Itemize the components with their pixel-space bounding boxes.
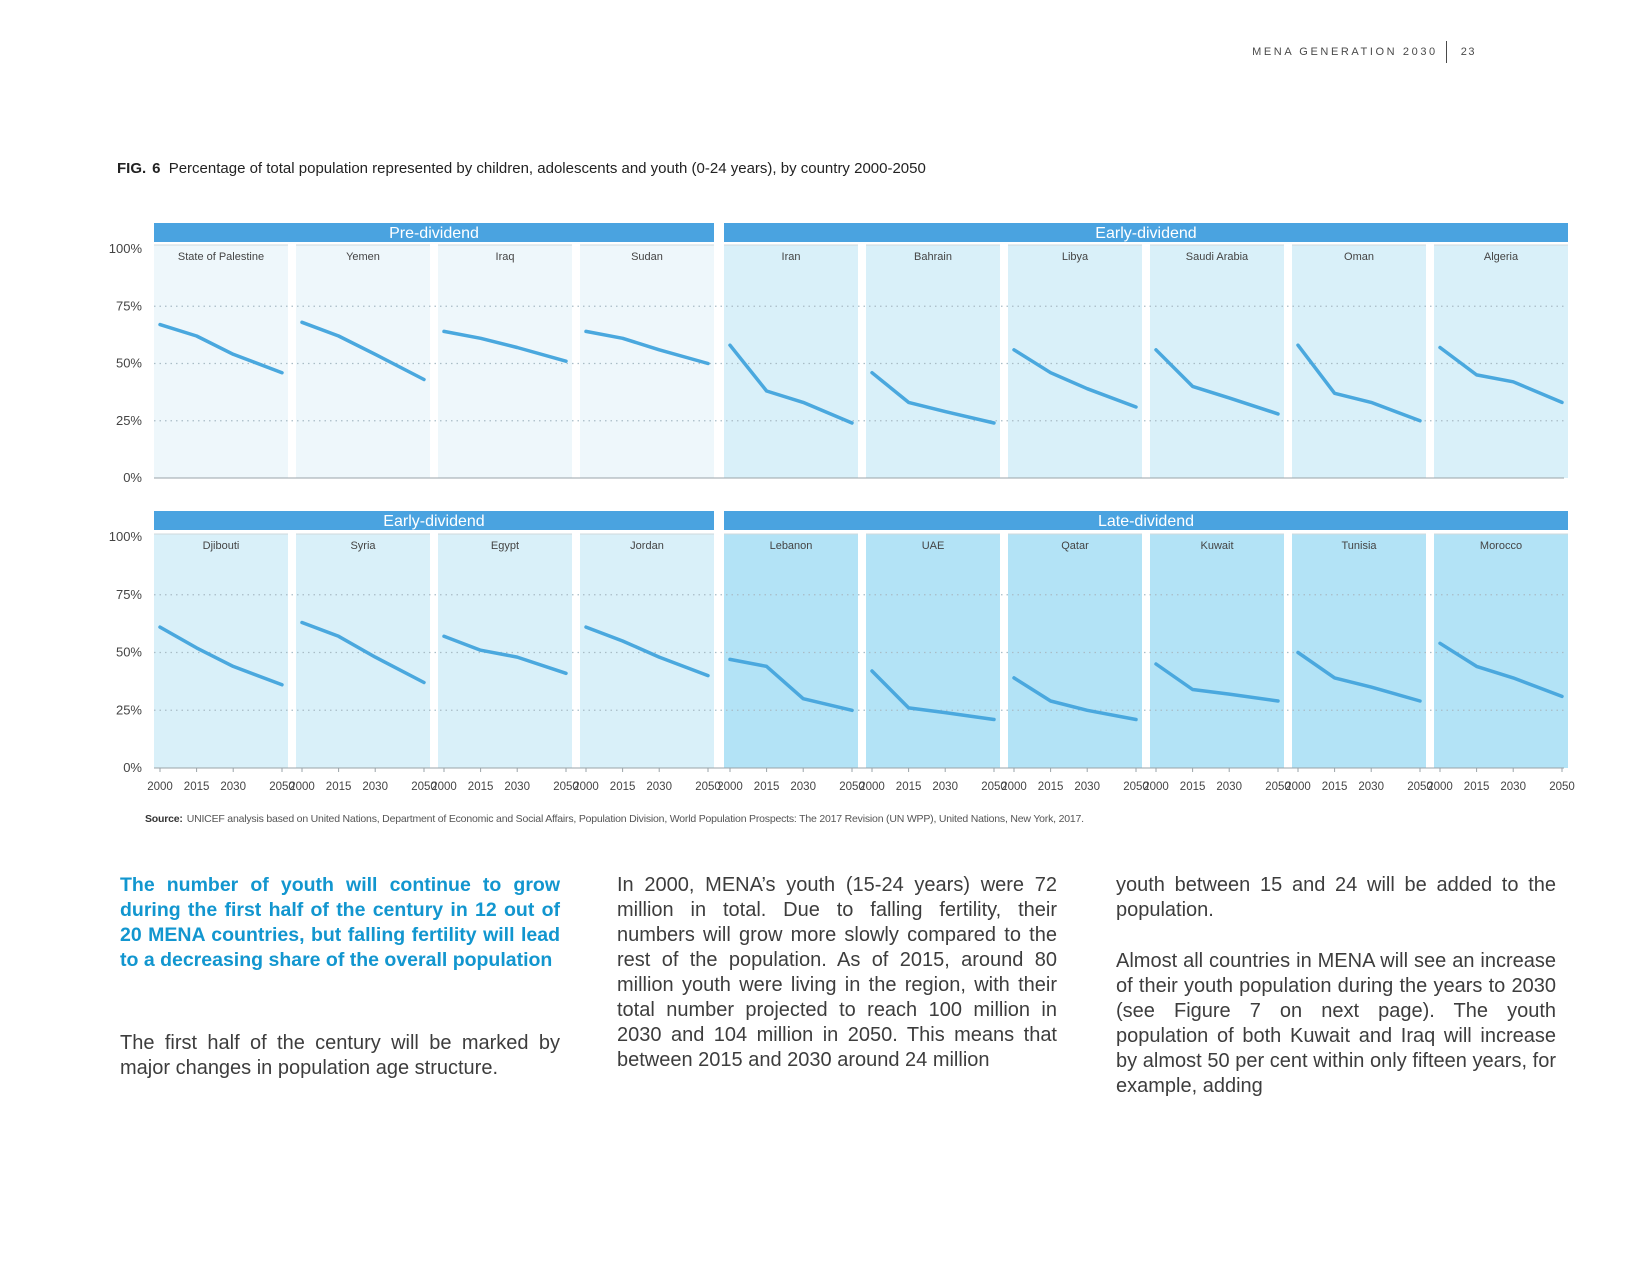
x-tick-label: 2050 bbox=[553, 781, 579, 793]
country-name: Morocco bbox=[1479, 540, 1523, 552]
dividend-group-label: Pre-dividend bbox=[389, 225, 479, 242]
x-tick-label: 2015 bbox=[609, 781, 636, 793]
country-panel bbox=[296, 245, 430, 478]
country-panel bbox=[1008, 245, 1142, 478]
body-paragraph: Almost all countries in MENA will see an increase of their youth population during the years to 2030 (see Figure 7 on next page). The youth population of both Kuwait and Iraq will increase by almost 50 per cent within only fifteen years, for example, adding bbox=[1116, 950, 1556, 1097]
source-label: Source: bbox=[145, 813, 183, 825]
figure-caption-text: Percentage of total population represented by children, adolescents and youth (0-24 years), by country 2000-2050 bbox=[168, 160, 926, 177]
body-paragraph: The first half of the century will be marked by major changes in population age structure. bbox=[120, 1032, 560, 1079]
x-tick-label: 2000 bbox=[1143, 781, 1169, 793]
y-tick-label: 100% bbox=[108, 241, 142, 256]
dividend-group-label: Early-dividend bbox=[383, 513, 485, 530]
x-tick-label: 2000 bbox=[1285, 781, 1311, 793]
country-name: Tunisia bbox=[1341, 540, 1377, 552]
x-tick-label: 2000 bbox=[289, 781, 315, 793]
y-tick-label: 25% bbox=[115, 702, 142, 718]
country-name: Algeria bbox=[1483, 251, 1519, 263]
country-name: Yemen bbox=[346, 251, 380, 263]
country-name: Saudi Arabia bbox=[1185, 251, 1249, 263]
country-panel bbox=[580, 245, 714, 478]
text-column-3 bbox=[1116, 873, 1556, 1125]
country-name: Egypt bbox=[490, 540, 520, 552]
source-text: UNICEF analysis based on United Nations, Department of Economic and Social Affairs, Population Division, World Population Prospects: The 2017 Revision (UN WPP), United Nations, New York, 2017. bbox=[186, 813, 1084, 825]
x-tick-label: 2000 bbox=[859, 781, 885, 793]
x-tick-label: 2030 bbox=[1358, 781, 1384, 793]
figure-label: FIG. bbox=[117, 160, 147, 177]
country-name: Iraq bbox=[495, 251, 515, 263]
country-name: Iran bbox=[781, 251, 801, 263]
x-tick-label: 2030 bbox=[932, 781, 958, 793]
x-tick-label: 2030 bbox=[1500, 781, 1526, 793]
country-panel bbox=[438, 534, 572, 768]
country-panel bbox=[1292, 534, 1426, 768]
x-tick-label: 2015 bbox=[1179, 781, 1206, 793]
chart-row-1 bbox=[109, 223, 1568, 485]
x-tick-label: 2000 bbox=[717, 781, 743, 793]
x-tick-label: 2015 bbox=[1321, 781, 1348, 793]
x-tick-label: 2015 bbox=[753, 781, 780, 793]
x-tick-label: 2030 bbox=[362, 781, 388, 793]
country-name: Syria bbox=[350, 540, 376, 552]
x-tick-label: 2050 bbox=[1123, 781, 1149, 793]
x-tick-label: 2000 bbox=[573, 781, 599, 793]
x-tick-label: 2015 bbox=[1463, 781, 1490, 793]
x-tick-label: 2030 bbox=[1216, 781, 1242, 793]
x-tick-label: 2050 bbox=[269, 781, 295, 793]
x-tick-label: 2030 bbox=[220, 781, 246, 793]
country-panel bbox=[1150, 534, 1284, 768]
text-column-2 bbox=[617, 873, 1057, 1099]
country-panel bbox=[154, 534, 288, 768]
running-title: MENA GENERATION 2030 bbox=[1252, 46, 1438, 58]
body-paragraph: In 2000, MENA’s youth (15-24 years) were 72 million in total. Due to falling fertility, their numbers will grow more slowly compared to the rest of the population. As of 2015, around 80 million youth were living in the region, with their total number projected to reach 100 million in 2030 and 104 million in 2050. This means that between 2015 and 2030 around 24 million bbox=[617, 874, 1057, 1071]
country-name: Kuwait bbox=[1200, 540, 1234, 552]
x-tick-label: 2015 bbox=[325, 781, 352, 793]
country-name: State of Palestine bbox=[177, 251, 265, 263]
country-name: Sudan bbox=[631, 251, 663, 263]
country-name: Oman bbox=[1344, 251, 1374, 263]
country-panel bbox=[438, 245, 572, 478]
country-name: Bahrain bbox=[914, 251, 952, 263]
y-tick-label: 75% bbox=[115, 298, 142, 314]
x-tick-label: 2015 bbox=[1037, 781, 1064, 793]
y-tick-label: 50% bbox=[115, 644, 142, 660]
page-number: 23 bbox=[1460, 46, 1476, 58]
y-tick-label: 25% bbox=[115, 412, 142, 428]
x-tick-label: 2030 bbox=[1074, 781, 1100, 793]
x-tick-label: 2030 bbox=[504, 781, 530, 793]
country-name: Qatar bbox=[1061, 540, 1089, 552]
x-tick-label: 2050 bbox=[1407, 781, 1433, 793]
dividend-group-label: Early-dividend bbox=[1095, 225, 1197, 242]
country-panel bbox=[866, 534, 1000, 768]
x-tick-label: 2050 bbox=[411, 781, 437, 793]
country-panel bbox=[1008, 534, 1142, 768]
text-column-1 bbox=[120, 873, 560, 1107]
y-tick-label: 0% bbox=[123, 470, 142, 485]
x-tick-label: 2050 bbox=[695, 781, 721, 793]
x-tick-label: 2000 bbox=[147, 781, 173, 793]
y-tick-label: 50% bbox=[115, 355, 142, 371]
country-name: Libya bbox=[1061, 251, 1089, 263]
x-tick-label: 2050 bbox=[1265, 781, 1291, 793]
x-tick-label: 2050 bbox=[981, 781, 1007, 793]
x-tick-label: 2000 bbox=[1427, 781, 1453, 793]
x-tick-label: 2050 bbox=[839, 781, 865, 793]
x-tick-label: 2015 bbox=[467, 781, 494, 793]
y-tick-label: 100% bbox=[108, 529, 142, 544]
body-paragraph: youth between 15 and 24 will be added to the population. bbox=[1116, 874, 1556, 921]
country-name: Djibouti bbox=[202, 540, 240, 552]
y-tick-label: 75% bbox=[115, 586, 142, 602]
x-tick-label: 2015 bbox=[895, 781, 922, 793]
source-note bbox=[145, 813, 1084, 825]
lead-paragraph: The number of youth will continue to grow during the first half of the century in 12 out of 20 MENA countries, but falling fertility will lead to a decreasing share of the overall population bbox=[120, 874, 560, 971]
dividend-group-label: Late-dividend bbox=[1097, 513, 1195, 530]
country-name: Lebanon bbox=[769, 540, 813, 552]
country-panel bbox=[154, 245, 288, 478]
x-tick-label: 2030 bbox=[646, 781, 672, 793]
country-panel bbox=[724, 534, 858, 768]
figure-number: 6 bbox=[152, 160, 161, 177]
country-name: UAE bbox=[921, 540, 945, 552]
x-tick-label: 2000 bbox=[1001, 781, 1027, 793]
country-panel bbox=[1434, 245, 1568, 478]
y-tick-label: 0% bbox=[123, 760, 142, 775]
country-panel bbox=[866, 245, 1000, 478]
chart-row-2 bbox=[109, 511, 1575, 793]
x-tick-label: 2050 bbox=[1549, 781, 1575, 793]
x-tick-label: 2030 bbox=[790, 781, 816, 793]
country-name: Jordan bbox=[630, 540, 664, 552]
x-tick-label: 2000 bbox=[431, 781, 457, 793]
x-tick-label: 2015 bbox=[183, 781, 210, 793]
